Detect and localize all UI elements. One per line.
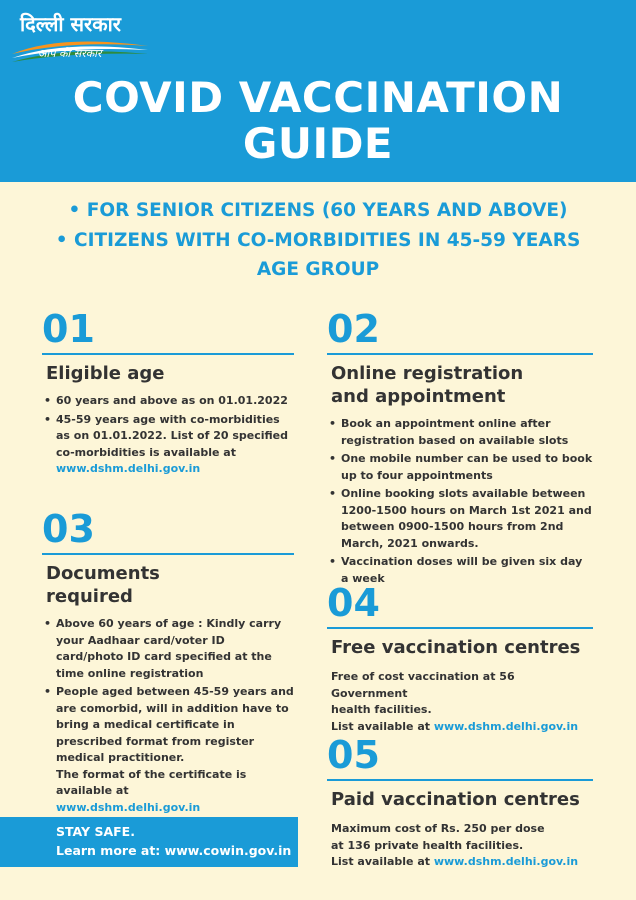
stay-safe-text: STAY SAFE.	[56, 824, 135, 839]
section-free-vaccination	[327, 583, 593, 735]
list-item: • Online booking slots available between 1200-1500 hours on March 1st 2021 and between 0900-1500 hours from 2nd March, 2021 onwards.	[327, 486, 593, 552]
audience-line-3: AGE GROUP	[256, 259, 380, 280]
section-title: Eligible age	[46, 363, 165, 384]
section-number: 02	[327, 307, 380, 351]
page-title	[0, 75, 636, 167]
list-item: • Above 60 years of age : Kindly carry your Aadhaar card/voter ID card/photo ID card specified at the time online registration	[42, 616, 294, 682]
dshm-link[interactable]: www.dshm.delhi.gov.in	[433, 855, 579, 868]
dshm-link[interactable]: www.dshm.delhi.gov.in	[56, 462, 201, 475]
logo-text: दिल्ली सरकार	[20, 12, 121, 36]
audience-line-1: • FOR SENIOR CITIZENS (60 YEARS AND ABOVE)	[68, 200, 568, 221]
section-title: Documents required	[46, 563, 160, 607]
section-divider	[327, 779, 593, 781]
dshm-link[interactable]: www.dshm.delhi.gov.in	[56, 800, 201, 814]
header-banner	[0, 0, 636, 182]
audience-line-2: • CITIZENS WITH CO-MORBIDITIES IN 45-59 YEARS	[55, 229, 581, 251]
bullet-list	[327, 416, 593, 587]
cowin-link[interactable]: Learn more at: www.cowin.gov.in	[56, 843, 292, 858]
section-divider	[42, 353, 294, 355]
section-title: Online registration and appointment	[331, 363, 524, 407]
section-number: 05	[327, 733, 380, 777]
list-item: • Vaccination doses will be given six day a week	[327, 554, 593, 587]
bullet-list	[42, 616, 294, 816]
section-title: Paid vaccination centres	[331, 789, 580, 810]
section-description: Free of cost vaccination at 56 Government health facilities. List available at www.dshm.delhi.gov.in	[331, 670, 579, 733]
section-number: 04	[327, 581, 380, 625]
dshm-link[interactable]: www.dshm.delhi.gov.in	[433, 719, 579, 733]
title-line-1: COVID VACCINATION	[72, 73, 564, 122]
target-audience	[30, 196, 606, 285]
list-item: • 45-59 years age with co-morbidities as on 01.01.2022. List of 20 specified co-morbidities is available at www.dshm.delhi.gov.in	[42, 412, 294, 478]
list-item: • People aged between 45-59 years and are comorbid, will in addition have to bring a medical certificate in prescribed format from register medical practitioner. The format of the certificate is available at www.dshm.delhi.gov.in	[42, 684, 294, 816]
title-line-2: GUIDE	[242, 119, 394, 168]
list-item: • One mobile number can be used to book up to four appointments	[327, 451, 593, 484]
list-item: • 60 years and above as on 01.01.2022	[42, 393, 294, 410]
section-paid-vaccination	[327, 735, 593, 871]
section-title: Free vaccination centres	[331, 637, 581, 658]
delhi-government-logo	[10, 10, 150, 66]
section-number: 03	[42, 507, 95, 551]
section-divider	[42, 553, 294, 555]
section-divider	[327, 353, 593, 355]
section-divider	[327, 627, 593, 629]
bullet-list	[42, 393, 294, 478]
section-description: Maximum cost of Rs. 250 per dose at 136 private health facilities. List available at www.dshm.delhi.gov.in	[331, 822, 579, 868]
section-documents-required	[42, 509, 294, 818]
section-online-registration	[327, 309, 593, 589]
logo-subtext: आप की सरकार	[38, 47, 102, 60]
footer-banner	[0, 817, 298, 867]
section-eligible-age	[42, 309, 294, 480]
list-item: • Book an appointment online after registration based on available slots	[327, 416, 593, 449]
section-number: 01	[42, 307, 95, 351]
